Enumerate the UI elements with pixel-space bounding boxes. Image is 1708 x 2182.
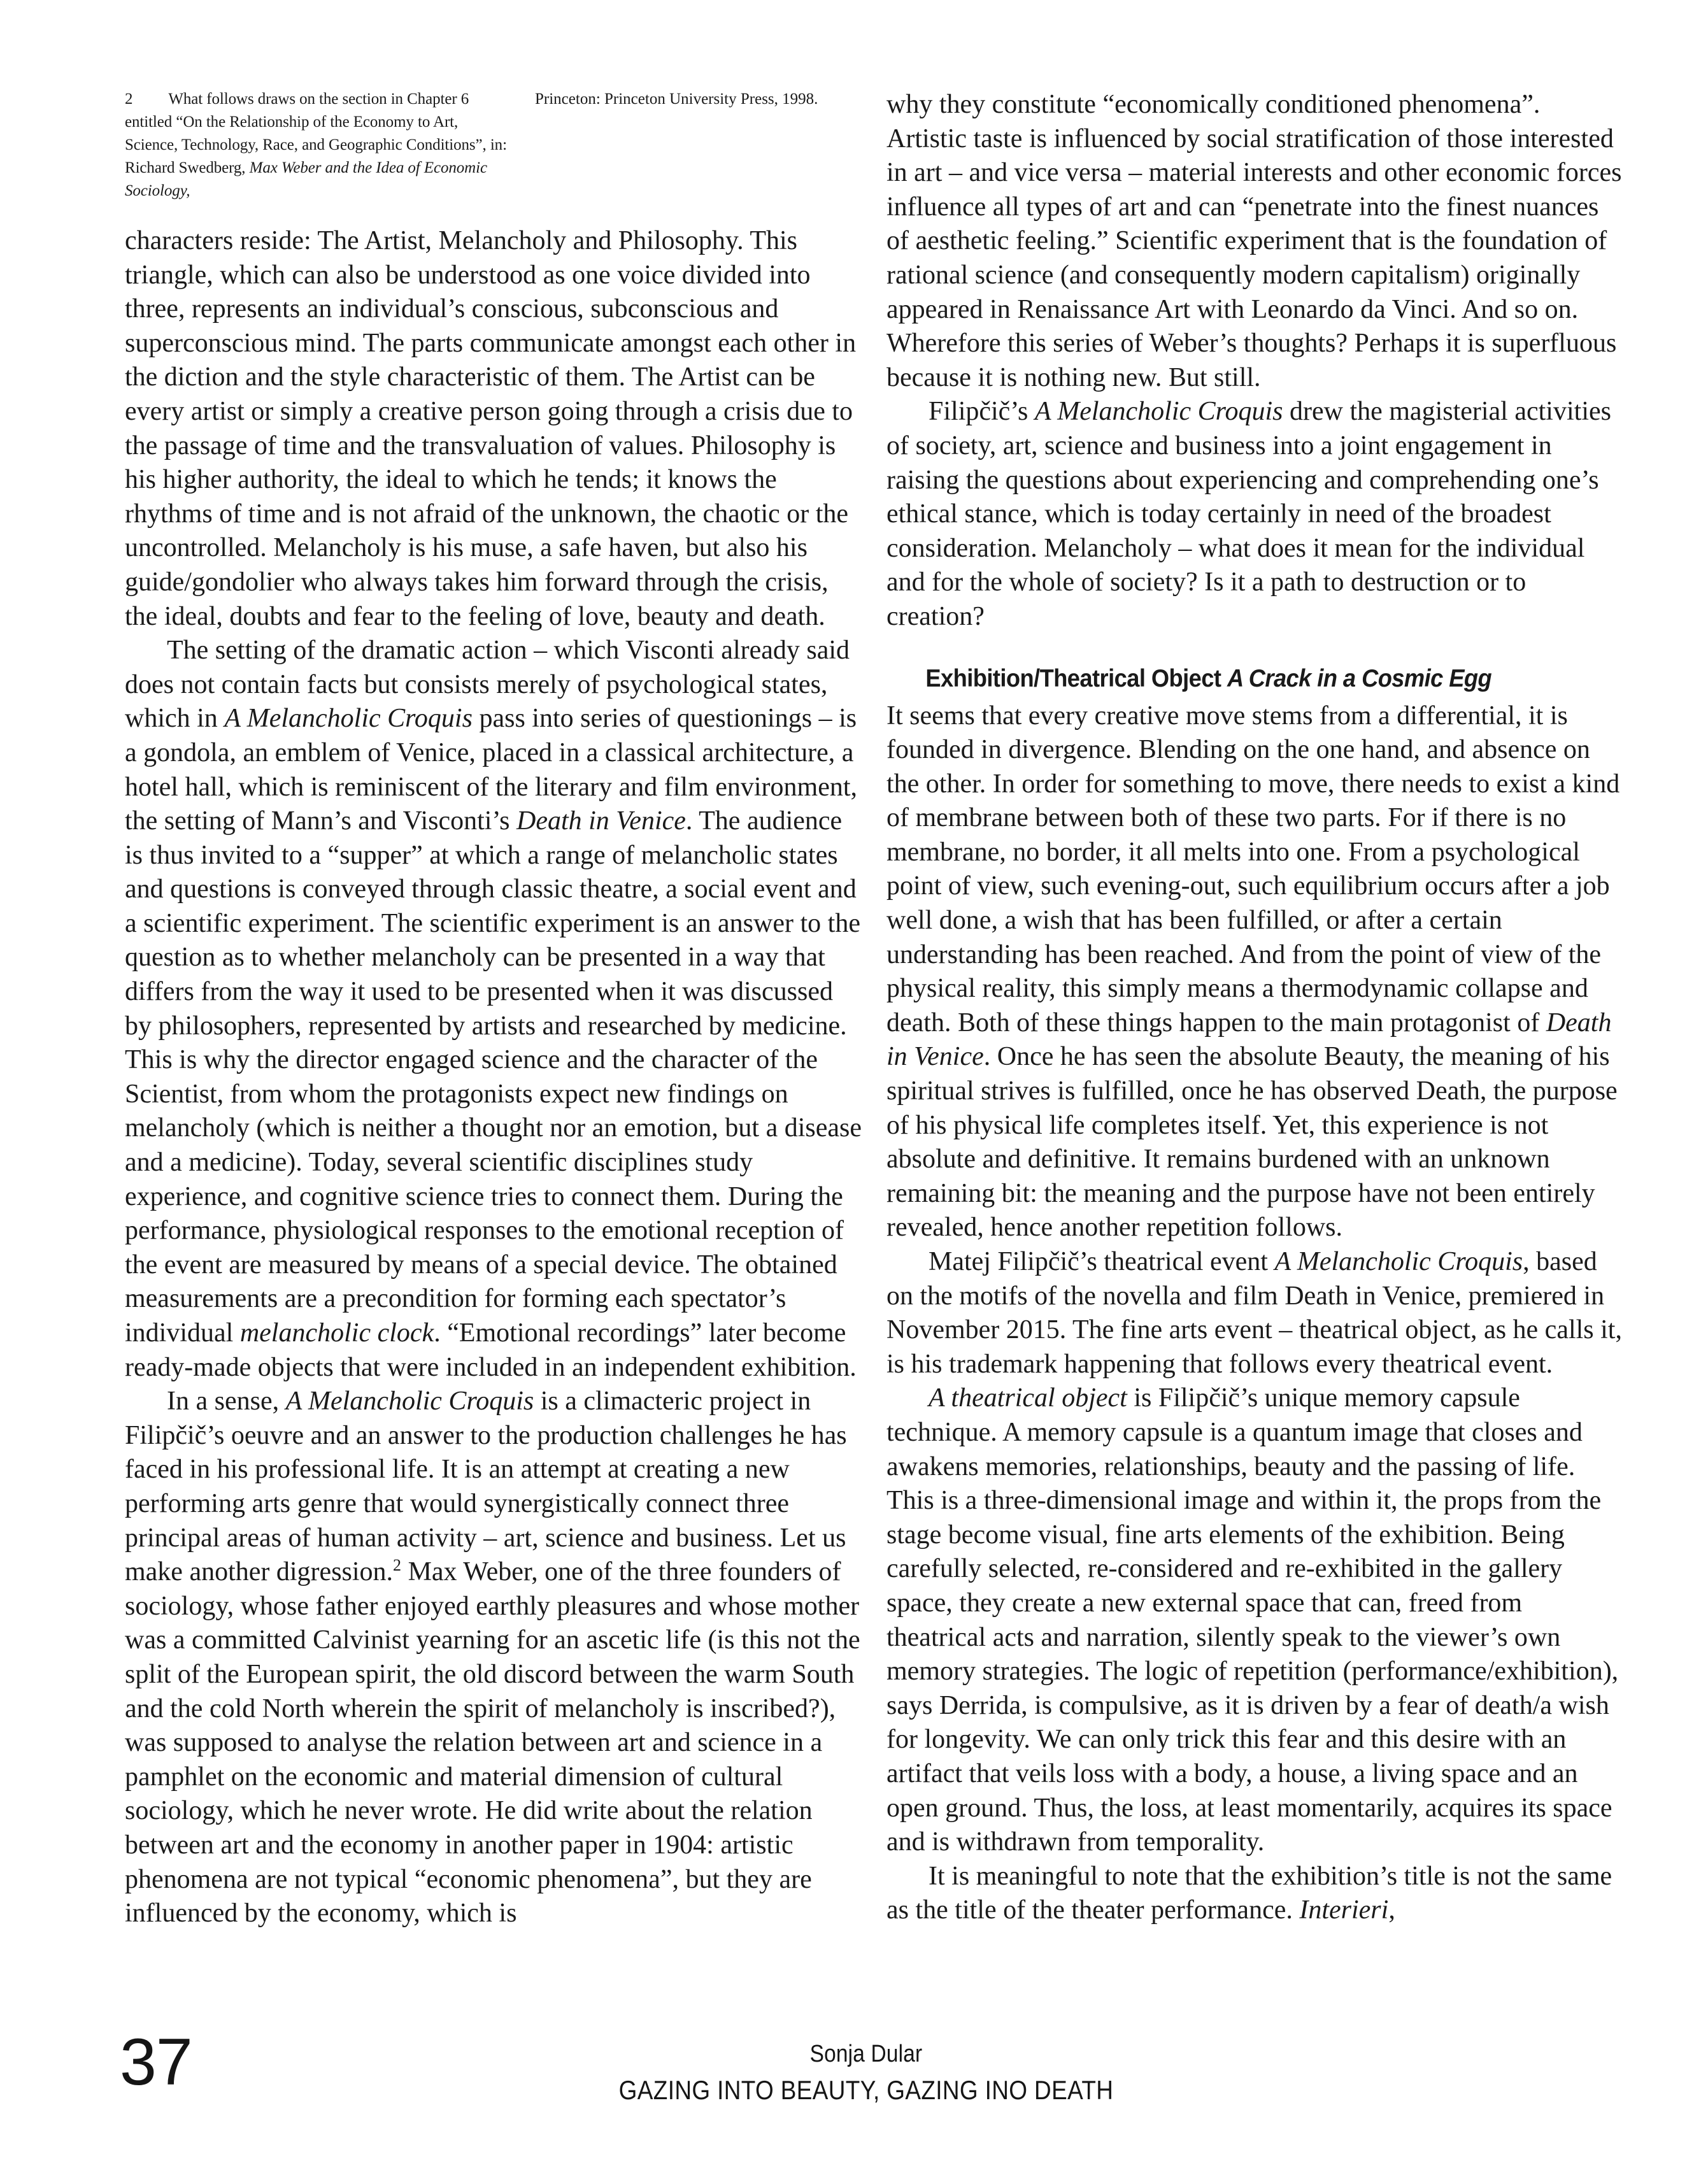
section-heading-title: A Crack in a Cosmic Egg <box>1227 664 1492 692</box>
footnote-column-left <box>125 88 507 203</box>
italic-title: A theatrical object <box>929 1383 1127 1413</box>
text-run: It seems that every creative move stems from a differential, it is founded in divergence. Blending on the one hand, and absence on the other. In order for something to move, there needs to exist a kind of membrane between both of these two parts. For if there is no membrane, no border, it all melts into one. From a psychological point of view, such evening-out, such equilibrium occurs after a job well done, a wish that has been fulfilled, or after a certain understanding has been reached. And from the point of view of the physical reality, this simply means a thermodynamic collapse and death. Both of these things happen to the main protagonist of <box>886 701 1620 1038</box>
body-paragraph <box>886 88 1625 395</box>
section-heading <box>886 634 1574 699</box>
italic-title: melancholic clock <box>239 1318 434 1348</box>
footnote-title-italic: Max Weber and the Idea of Economic Sociology, <box>125 159 487 199</box>
running-title: GAZING INTO BEAUTY, GAZING INO DEATH <box>618 2075 1114 2105</box>
text-run: Max Weber, one of the three founders of sociology, whose father enjoyed earthly pleasures and whose mother was a committed Calvinist yearning for an ascetic life (is this not the split of the European spirit, the old discord between the warm South and the cold North wherein the spirit of melancholy is inscribed?), was supposed to analyse the relation between art and science in a pamphlet on the economic and material dimension of cultural sociology, which he never wrote. He did write about the relation between art and the economy in another paper in 1904: artistic phenomena are not typical “economic phenomena”, but they are influenced by the economy, which is <box>125 1557 860 1929</box>
italic-title: Interieri <box>1299 1895 1389 1925</box>
italic-title: A Melancholic Croquis <box>1274 1247 1523 1276</box>
footnote-text: What follows draws on the section in Chapter 6 entitled “On the Relationship of the Economy to Art, Science, Technology, Race, and Geographic Conditions”, in: Richard Swedberg, <box>125 90 507 176</box>
text-run: is Filipčič’s unique memory capsule technique. A memory capsule is a quantum image that closes and awakens memories, relationships, beauty and the passing of life. This is a three-dimensional image and within it, the props from the stage become visual, fine arts elements of the exhibition. Being carefully selected, re-considered and re-exhibited in the gallery space, they create a new external space that can, freed from theatrical acts and narration, silently speak to the viewer’s own memory strategies. The logic of repetition (performance/exhibition), says Derrida, is compulsive, as it is driven by a fear of death/a wish for longevity. We can only trick this fear and this desire with an artifact that veils loss with a body, a house, a living space and an open ground. Thus, the loss, at least momentarily, acquires its space and is withdrawn from temporality. <box>886 1383 1619 1857</box>
footnote-reference: 2 <box>393 1556 402 1575</box>
text-run: , <box>1388 1895 1395 1925</box>
body-paragraph <box>886 395 1625 634</box>
italic-title: A Melancholic Croquis <box>285 1387 534 1416</box>
text-run: characters reside: The Artist, Melancholy and Philosophy. This triangle, which can also be understood as one voice divided into three, represents an individual’s conscious, subconscious and superconscious mind. The parts communicate amongst each other in the diction and the style characteristic of them. The Artist can be every artist or simply a creative person going through a crisis due to the passage of time and the transvaluation of values. Philosophy is his higher authority, the ideal to which he tends; it knows the rhythms of time and is not afraid of the unknown, the chaotic or the uncontrolled. Melancholy is his muse, a safe haven, but also his guide/gondolier who always takes him forward through the crisis, the ideal, doubts and fear to the feeling of love, beauty and death. <box>125 226 857 631</box>
text-run: The setting of the dramatic action – which Visconti already said does not contain facts but consists merely of psychological states, which in <box>125 636 850 734</box>
body-paragraph <box>886 1860 1625 1928</box>
body-paragraph <box>886 1381 1625 1859</box>
text-run: . “Emotional recordings” later become ready-made objects that were included in an independent exhibition. <box>125 1318 857 1382</box>
italic-title: A Melancholic Croquis <box>1034 397 1283 427</box>
italic-title: Death in Venice <box>516 806 686 836</box>
text-run: drew the magisterial activities of society, art, science and business into a joint engagement in raising the questions about experiencing and comprehending one’s ethical stance, which is today certainly in need of the broadest consideration. Melancholy – what does it mean for the individual and for the whole of society? Is it a path to destruction or to creation? <box>886 397 1611 631</box>
running-footer <box>446 2038 1286 2108</box>
running-author: Sonja Dular <box>809 2041 923 2067</box>
body-column-left <box>125 224 865 1931</box>
page-number: 37 <box>120 2025 192 2099</box>
body-paragraph <box>125 224 865 634</box>
text-run: Matej Filipčič’s theatrical event <box>929 1247 1275 1276</box>
text-run: . Once he has seen the absolute Beauty, the meaning of his spiritual strives is fulfilled, once he has observed Death, the purpose of his physical life completes itself. Yet, this experience is not absolute and definitive. It remains burdened with an unknown remaining bit: the meaning and the purpose have not been entirely revealed, hence another repetition follows. <box>886 1042 1618 1243</box>
italic-title: A Melancholic Croquis <box>224 704 473 734</box>
body-column-right <box>886 88 1625 1928</box>
footnote-column-right: Princeton: Princeton University Press, 1998. <box>535 90 818 108</box>
text-run: why they constitute “economically conditioned phenomena”. Artistic taste is influenced by social stratification of those interested in art – and vice versa – material interests and other economic forces influence all types of art and can “penetrate into the finest nuances of aesthetic feeling.” Scientific experiment that is the foundation of rational science (and consequently modern capitalism) originally appeared in Renaissance Art with Leonardo da Vinci. And so on. Wherefore this series of Weber’s thoughts? Perhaps it is superfluous because it is nothing new. But still. <box>886 90 1622 392</box>
italic-title: Death in Venice <box>886 1008 1612 1072</box>
footnote-marker: 2 <box>125 90 133 108</box>
text-run: In a sense, <box>167 1387 286 1416</box>
body-paragraph <box>125 1385 865 1931</box>
text-run: . The audience is thus invited to a “supper” at which a range of melancholic states and questions is conveyed through classic theatre, a social event and a scientific experiment. The scientific experiment is an answer to the question as to whether melancholy can be presented in a way that differs from the way it used to be presented when it was discussed by philosophers, represented by artists and researched by medicine. This is why the director engaged science and the character of the Scientist, from whom the protagonists expect new findings on melancholy (which is neither a thought nor an emotion, but a disease and a medicine). Today, several scientific disciplines study experience, and cognitive science tries to connect them. During the performance, physiological responses to the emotional reception of the event are measured by means of a special device. The obtained measurements are a precondition for forming each spectator’s individual <box>125 806 862 1348</box>
text-run: , based on the motifs of the novella and film Death in Venice, premiered in November 2015. The fine arts event – theatrical object, as he calls it, is his trademark happening that follows every theatrical event. <box>886 1247 1622 1379</box>
section-heading-plain: Exhibition/Theatrical Object <box>925 664 1227 692</box>
text-run: It is meaningful to note that the exhibition’s title is not the same as the title of the theater performance. <box>886 1861 1612 1925</box>
text-run: is a climacteric project in Filipčič’s oeuvre and an answer to the production challenges he has faced in his professional life. It is an attempt at creating a new performing arts genre that would synergistically connect three principal areas of human activity – art, science and business. Let us make another digression. <box>125 1387 847 1587</box>
text-run: Filipčič’s <box>929 397 1035 427</box>
body-paragraph <box>886 699 1625 1246</box>
body-paragraph <box>886 1245 1625 1381</box>
footnote-block <box>125 88 867 203</box>
text-run: pass into series of questionings – is a gondola, an emblem of Venice, placed in a classical architecture, a hotel hall, which is reminiscent of the literary and film environment, the setting of Mann’s and Visconti’s <box>125 704 858 836</box>
body-paragraph <box>125 634 865 1385</box>
